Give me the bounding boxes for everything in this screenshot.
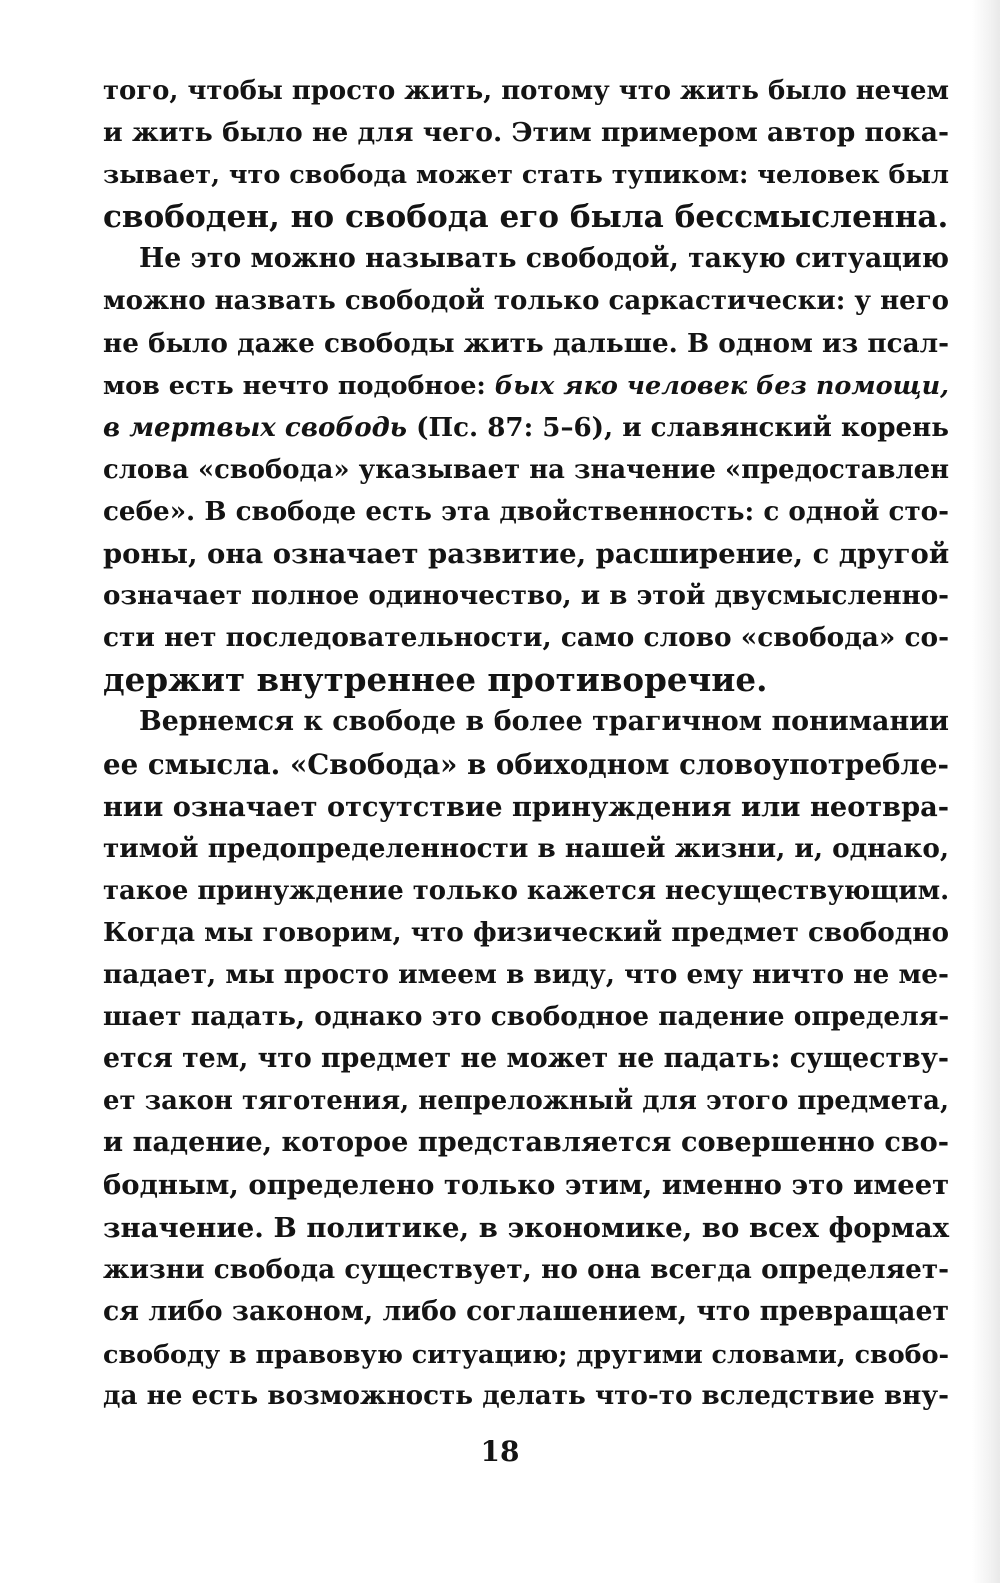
psalm-quote: бых яко человек без помощи, bbox=[494, 370, 949, 401]
text-line: Вернемся к свободе в более трагичном понимании bbox=[139, 706, 949, 738]
text-line: зывает, что свобода может стать тупиком: человек был bbox=[103, 160, 949, 191]
text-line: шает падать, однако это свободное падение определя- bbox=[103, 1001, 950, 1033]
text-line: свободен, но свобода его была бессмысленна. bbox=[103, 199, 949, 236]
text-line: и жить было не для чего. Этим примером автор пока- bbox=[103, 117, 949, 149]
text-line: Не это можно называть свободой, такую ситуацию bbox=[139, 243, 950, 275]
text-fragment: мов есть нечто подобное: bbox=[103, 370, 486, 401]
text-line: ее смысла. «Свобода» в обиходном словоупотребле- bbox=[103, 747, 949, 781]
text-line: себе». В свободе есть эта двойственность: с одной сто- bbox=[103, 495, 949, 527]
page-number: 18 bbox=[480, 1435, 520, 1468]
text-line: такое принуждение только кажется несуществующим. bbox=[103, 875, 950, 906]
text-line: и падение, которое представляется совершенно сво- bbox=[103, 1127, 949, 1159]
text-line: того, чтобы просто жить, потому что жить было нечем bbox=[103, 76, 949, 106]
text-line: да не есть возможность делать что-то вследствие вну- bbox=[103, 1379, 949, 1411]
body-text bbox=[103, 70, 949, 1417]
text-line: бодным, определено только этим, именно это имеет bbox=[103, 1169, 950, 1202]
text-line: не было даже свободы жить дальше. В одном из псал- bbox=[103, 327, 949, 359]
text-line: сти нет последовательности, само слово «свобода» со- bbox=[103, 622, 949, 654]
text-line: ся либо законом, либо соглашением, что превращает bbox=[103, 1295, 949, 1327]
text-line: означает полное одиночество, и в этой двусмысленно- bbox=[103, 580, 949, 612]
text-line: свободу в правовую ситуацию; другими словами, свобо- bbox=[103, 1338, 950, 1369]
text-line: жизни свобода существует, но она всегда определяет- bbox=[103, 1253, 949, 1285]
text-line: тимой предопределенности в нашей жизни, и, однако, bbox=[103, 832, 949, 864]
text-line: значение. В политике, в экономике, во всех формах bbox=[103, 1211, 949, 1244]
text-line: ет закон тяготения, непреложный для этого предмета, bbox=[103, 1086, 949, 1117]
text-line: слова «свобода» указывает на значение «предоставлен bbox=[103, 454, 949, 485]
text-line: держит внутреннее противоречие. bbox=[103, 660, 768, 700]
page-edge-shadow bbox=[972, 0, 1000, 1583]
text-line-with-quote bbox=[103, 365, 949, 407]
text-line: Когда мы говорим, что физический предмет свободно bbox=[103, 916, 949, 948]
text-line: можно назвать свободой только саркастически: у него bbox=[103, 286, 949, 317]
psalm-quote: в мертвых свободь bbox=[103, 411, 408, 443]
text-line: ется тем, что предмет не может не падать: существу- bbox=[103, 1043, 949, 1075]
text-line: роны, она означает развитие, расширение, с другой bbox=[103, 538, 950, 571]
text-line-with-quote bbox=[103, 407, 949, 449]
text-fragment: (Пс. 87: 5–6), и славянский корень bbox=[416, 411, 949, 443]
text-line: падает, мы просто имеем в виду, что ему ничто не ме- bbox=[103, 958, 949, 990]
text-line: нии означает отсутствие принуждения или неотвра- bbox=[103, 790, 949, 823]
